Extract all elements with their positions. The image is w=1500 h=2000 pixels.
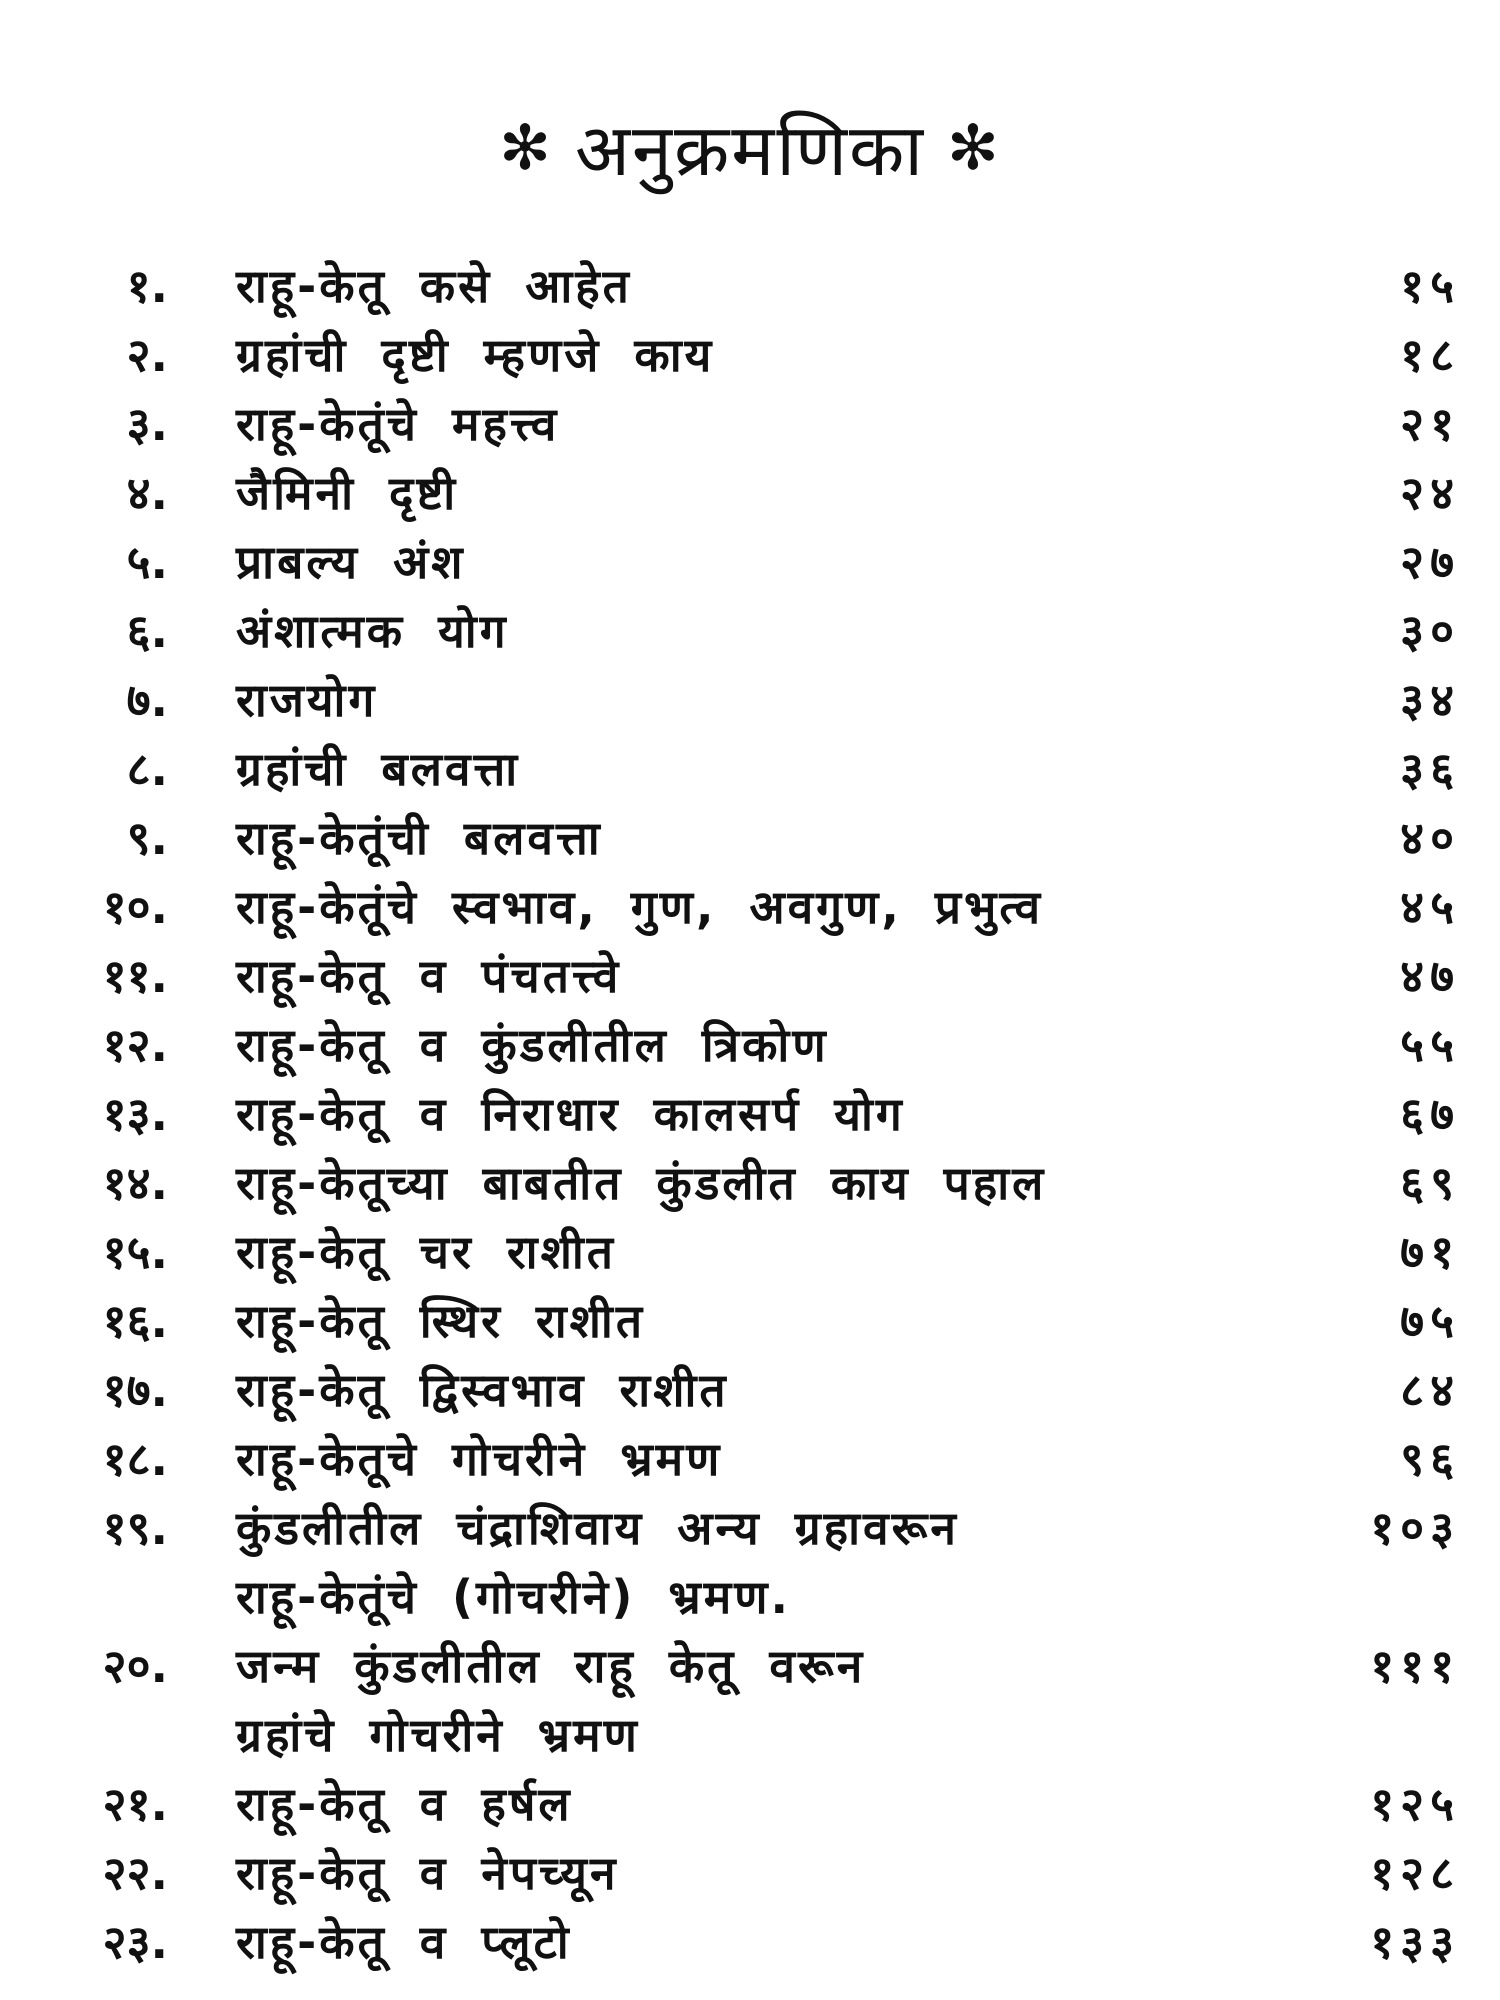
entry-number: ५. [126,535,168,589]
entry-number: ३. [126,397,168,451]
entry-page-number: १८ [1400,328,1460,382]
toc-entry [0,321,1500,390]
entry-number: १६. [102,1294,168,1348]
toc-entry [0,1011,1500,1080]
entry-number: २. [126,328,168,382]
entry-title [236,1080,1296,1149]
toc-entry [0,1908,1500,1977]
entry-page-number: ८४ [1400,1363,1460,1417]
entry-page-number: ४७ [1400,949,1460,1003]
entry-title [236,666,1296,735]
entry-title [236,735,1296,804]
toc-entry [0,1770,1500,1839]
entry-title-line: राहू-केतू चर राशीत [236,1225,616,1279]
entry-page-number: ५५ [1400,1018,1460,1072]
entry-title [236,390,1296,459]
toc-entry [0,459,1500,528]
toc-entry [0,1149,1500,1218]
entry-page-number: ३४ [1400,673,1460,727]
page-title-text: अनुक्रमणिका [575,108,925,193]
table-of-contents [0,252,1500,1977]
entry-title [236,321,1296,390]
toc-entry [0,528,1500,597]
entry-title-line: राहू-केतू व निराधार कालसर्प योग [236,1087,905,1141]
entry-page-number: ९६ [1400,1432,1460,1486]
entry-title-line: राहू-केतूंचे (गोचरीने) भ्रमण. [236,1570,791,1624]
entry-title [236,528,1296,597]
entry-title [236,1908,1296,1977]
entry-number: २०. [102,1639,168,1693]
entry-title [236,1425,1296,1494]
entry-title-line: राहू-केतू स्थिर राशीत [236,1294,646,1348]
toc-entry [0,942,1500,1011]
toc-entry [0,1425,1500,1494]
entry-title [236,1287,1296,1356]
entry-title-line: राहू-केतूचे गोचरीने भ्रमण [236,1432,723,1486]
entry-page-number: ४० [1400,811,1460,865]
entry-number: १०. [102,880,168,934]
entry-page-number: १५ [1400,259,1460,313]
entry-number: ६. [126,604,168,658]
entry-title [236,597,1296,666]
entry-number: १७. [102,1363,168,1417]
toc-entry [0,1287,1500,1356]
entry-title-line: ग्रहांची बलवत्ता [236,742,521,796]
toc-entry [0,804,1500,873]
entry-number: २२. [102,1846,168,1900]
entry-title [236,252,1296,321]
entry-page-number: ३० [1400,604,1460,658]
entry-title-line: ग्रहांचे गोचरीने भ्रमण [236,1708,640,1762]
toc-entry [0,1494,1500,1632]
entry-title [236,1356,1296,1425]
entry-page-number: ३६ [1400,742,1460,796]
entry-title-line: कुंडलीतील चंद्राशिवाय अन्य ग्रहावरून [236,1501,959,1555]
entry-title-line: राहू-केतूच्या बाबतीत कुंडलीत काय पहाल [236,1156,1047,1210]
entry-number: १२. [102,1018,168,1072]
entry-page-number: ७१ [1400,1225,1460,1279]
entry-title-line: राहू-केतू व प्लूटो [236,1915,572,1969]
entry-title-line: राजयोग [236,673,378,727]
entry-title-line: राहू-केतूंचे महत्त्व [236,397,560,451]
entry-title-line: राहू-केतू व हर्षल [236,1777,573,1831]
entry-page-number: २१ [1400,397,1460,451]
entry-page-number: १२५ [1370,1777,1460,1831]
entry-title-line: राहू-केतूंची बलवत्ता [236,811,603,865]
entry-title-line: राहू-केतू व कुंडलीतील त्रिकोण [236,1018,829,1072]
entry-title [236,1632,1296,1770]
entry-title [236,804,1296,873]
entry-number: ९. [126,811,168,865]
entry-title-line: राहू-केतू द्विस्वभाव राशीत [236,1363,729,1417]
entry-number: ७. [126,673,168,727]
toc-entry [0,1632,1500,1770]
entry-title [236,873,1296,942]
toc-entry [0,666,1500,735]
entry-number: १८. [102,1432,168,1486]
entry-title-line: अंशात्मक योग [236,604,509,658]
entry-title-line: राहू-केतूंचे स्वभाव, गुण, अवगुण, प्रभुत्व [236,880,1044,934]
entry-page-number: २७ [1400,535,1460,589]
asterisk-icon: ✻ [946,111,1001,185]
entry-title [236,1149,1296,1218]
entry-title [236,1839,1296,1908]
entry-page-number: २४ [1400,466,1460,520]
toc-entry [0,1080,1500,1149]
toc-entry [0,1839,1500,1908]
entry-number: ११. [102,949,168,1003]
entry-title-line: राहू-केतू कसे आहेत [236,259,632,313]
entry-title [236,459,1296,528]
entry-page-number: ६७ [1400,1087,1460,1141]
entry-title-line: जैमिनी दृष्टी [236,466,459,520]
entry-page-number: ६९ [1400,1156,1460,1210]
entry-number: १३. [102,1087,168,1141]
entry-number: ४. [126,466,168,520]
entry-title [236,1218,1296,1287]
page-title [0,98,1500,200]
entry-page-number: १२८ [1370,1846,1460,1900]
entry-title [236,1011,1296,1080]
entry-page-number: १११ [1370,1639,1460,1693]
entry-page-number: ७५ [1400,1294,1460,1348]
entry-title-line: राहू-केतू व नेपच्यून [236,1846,619,1900]
entry-page-number: १३३ [1370,1915,1460,1969]
entry-title [236,1494,1296,1632]
entry-title-line: राहू-केतू व पंचतत्त्वे [236,949,622,1003]
entry-number: १. [126,259,168,313]
entry-number: १४. [102,1156,168,1210]
entry-page-number: १०३ [1370,1501,1460,1555]
toc-entry [0,873,1500,942]
toc-entry [0,1356,1500,1425]
entry-title [236,942,1296,1011]
entry-title-line: ग्रहांची दृष्टी म्हणजे काय [236,328,715,382]
entry-title-line: प्राबल्य अंश [236,535,466,589]
toc-entry [0,252,1500,321]
asterisk-icon: ✻ [499,111,554,185]
entry-number: ८. [126,742,168,796]
toc-entry [0,1218,1500,1287]
toc-entry [0,735,1500,804]
entry-number: २१. [102,1777,168,1831]
entry-title [236,1770,1296,1839]
entry-page-number: ४५ [1400,880,1460,934]
toc-entry [0,390,1500,459]
entry-title-line: जन्म कुंडलीतील राहू केतू वरून [236,1639,866,1693]
entry-number: २३. [102,1915,168,1969]
entry-number: १९. [102,1501,168,1555]
toc-entry [0,597,1500,666]
entry-number: १५. [102,1225,168,1279]
